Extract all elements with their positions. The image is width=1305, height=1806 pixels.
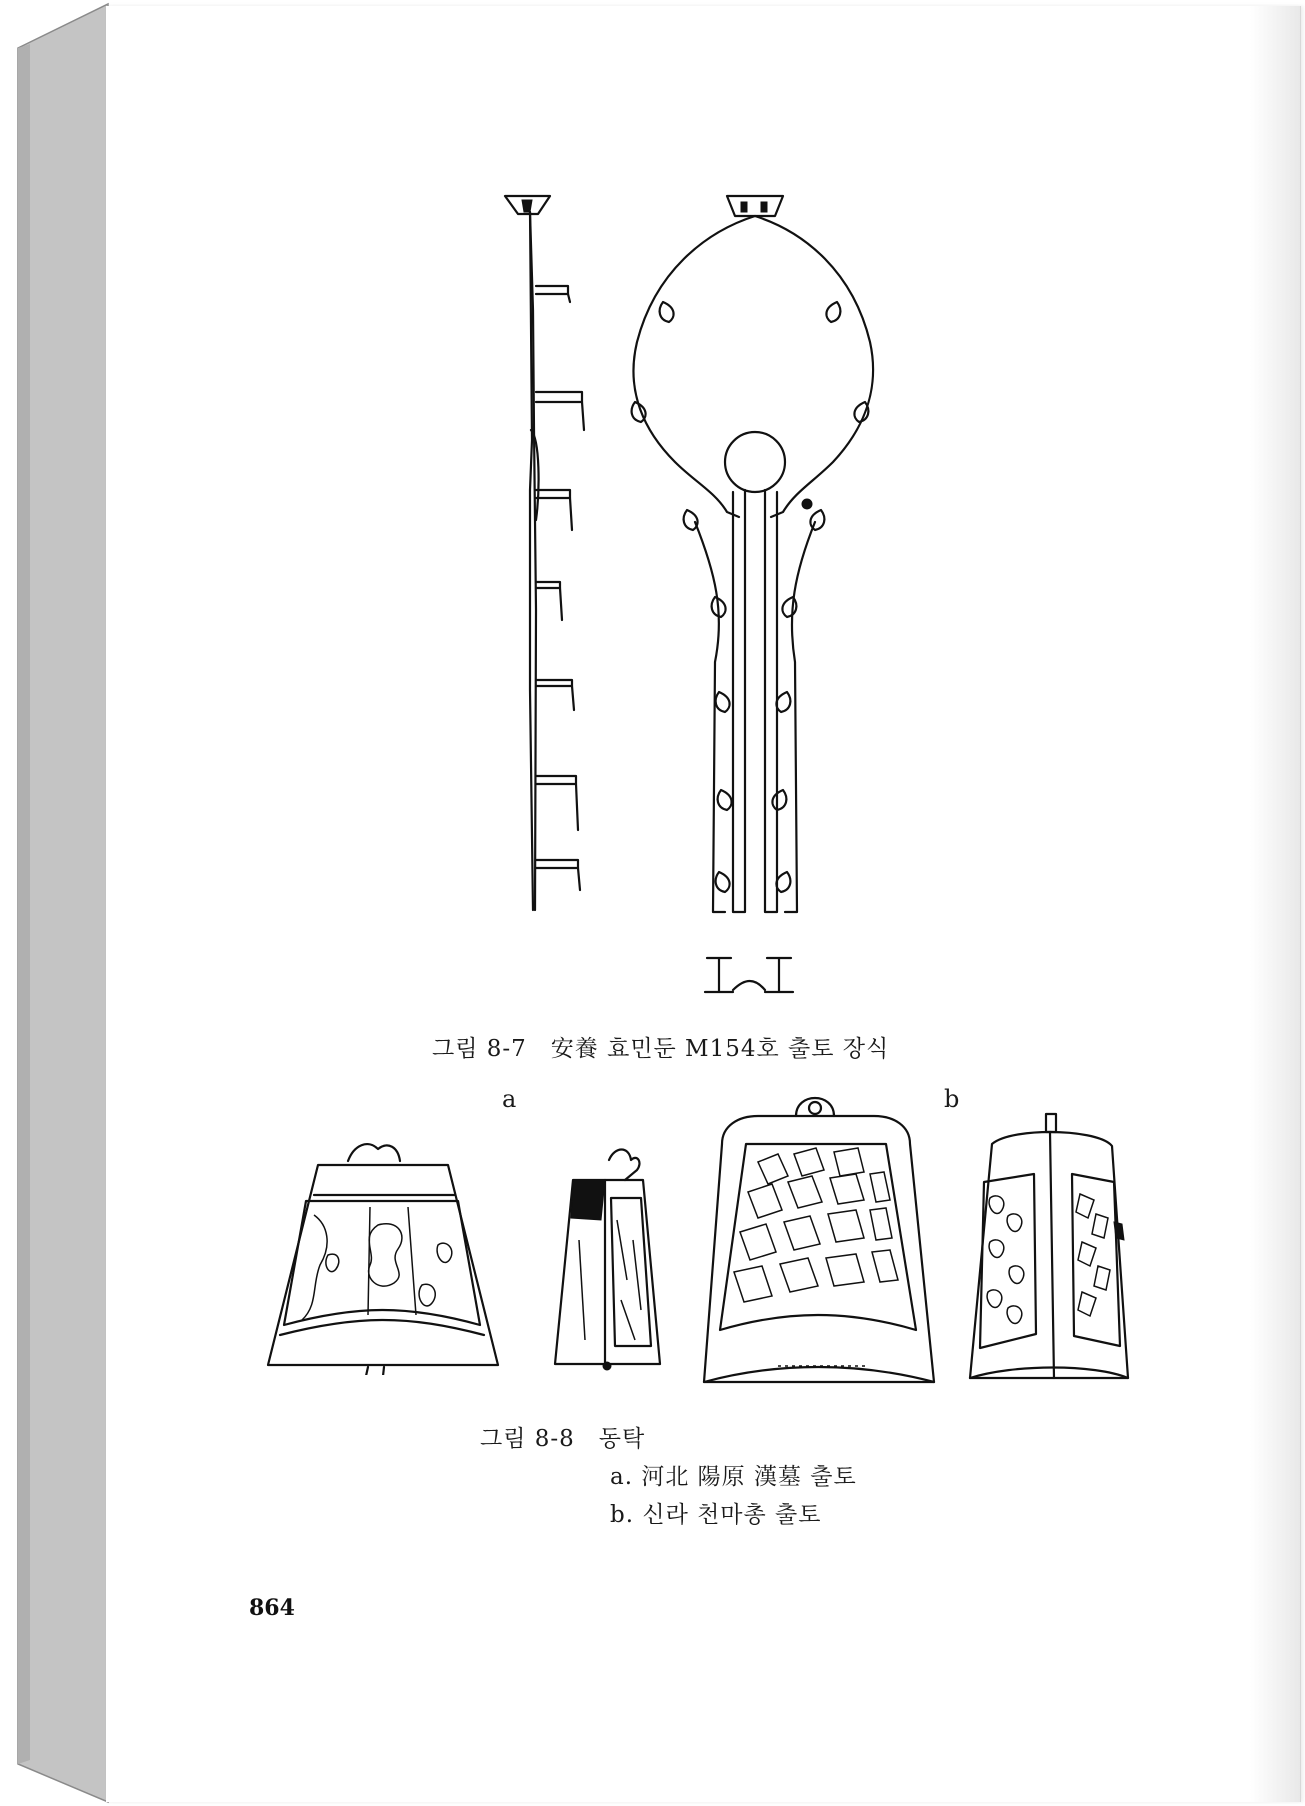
page-edge-shadow — [1250, 6, 1300, 1802]
figure-8-8-caption: 그림 8-8 동탁 — [480, 1426, 646, 1452]
bell-a-side-drawing — [545, 1140, 670, 1385]
figure-8-8-sub-a: a. 河北 陽原 漢墓 출토 — [610, 1464, 857, 1490]
book-spine — [0, 0, 110, 1806]
bell-a-front-drawing — [258, 1135, 506, 1375]
figure-8-7-caption: 그림 8-7 安養 효민둔 M154호 출토 장식 — [432, 1036, 890, 1062]
bell-b-front-drawing — [698, 1082, 938, 1392]
page-number: 864 — [249, 1595, 295, 1621]
bell-b-side-drawing — [964, 1102, 1134, 1392]
ornament-side-view-drawing — [500, 190, 600, 920]
ornament-front-view-drawing — [615, 192, 890, 1007]
figure-8-8-label-a: a — [502, 1085, 517, 1113]
figure-8-8-label-b: b — [944, 1085, 960, 1113]
figure-8-8-sub-b: b. 신라 천마총 출토 — [610, 1502, 822, 1528]
